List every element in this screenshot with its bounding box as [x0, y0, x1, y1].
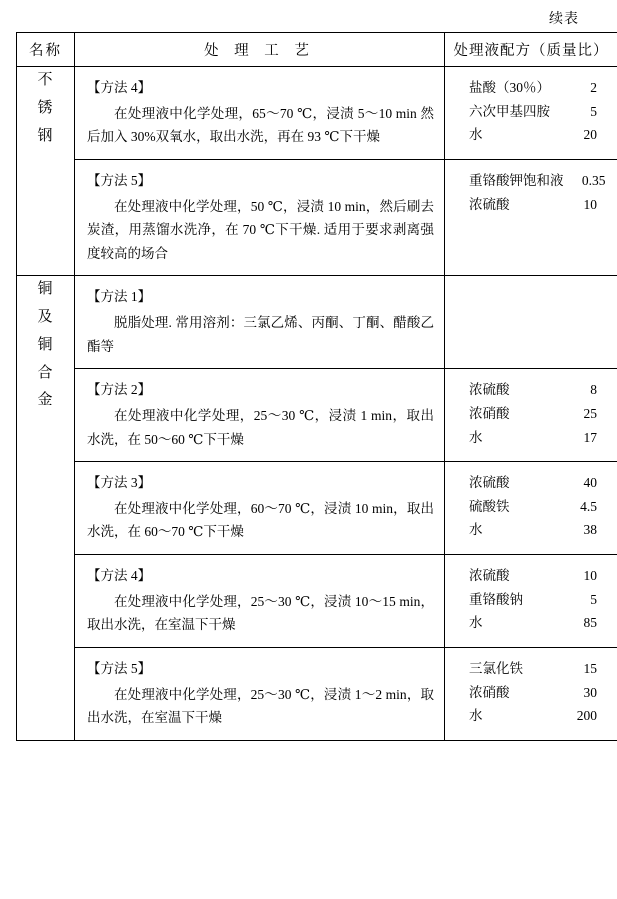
- formula-name: 硫酸铁: [469, 498, 510, 514]
- method-body: 在处理液中化学处理，25～30 ℃，浸渍 10～15 min，取出水洗，在室温下干燥: [87, 593, 434, 633]
- process-table: [16, 32, 617, 741]
- formula-name: 重铬酸钾饱和液: [469, 172, 564, 188]
- formula-value: 5: [590, 103, 597, 119]
- continuation-label: 续表: [549, 12, 579, 27]
- formula-cell: [445, 369, 617, 462]
- formula-cell-empty: [445, 276, 617, 369]
- formula-row: [451, 169, 611, 193]
- formula-row: [451, 704, 611, 728]
- method-label: 【方法 4】: [87, 568, 152, 583]
- formula-row: [451, 471, 611, 495]
- formula-name: 水: [469, 615, 483, 631]
- formula-row: [451, 588, 611, 612]
- formula-name: 水: [469, 708, 483, 724]
- method-body: 在处理液中化学处理，60～70 ℃，浸渍 10 min，取出水洗，在 60～70 ℃下干燥: [87, 500, 434, 540]
- formula-value: 20: [583, 127, 597, 143]
- formula-row: [451, 564, 611, 588]
- method-label: 【方法 5】: [87, 172, 152, 188]
- formula-name: 浓硫酸: [469, 475, 510, 491]
- formula-cell: [445, 555, 617, 648]
- formula-cell: [445, 67, 617, 160]
- formula-name: 浓硫酸: [469, 382, 510, 398]
- formula-cell: [445, 159, 617, 276]
- table-row: [17, 159, 617, 276]
- formula-value: 5: [590, 591, 597, 607]
- method-label: 【方法 2】: [87, 382, 152, 398]
- formula-value: 85: [583, 615, 597, 631]
- formula-row: [451, 100, 611, 124]
- formula-name: 浓硝酸: [469, 405, 510, 421]
- formula-name: 盐酸（30％）: [469, 80, 550, 95]
- table-row: [17, 369, 617, 462]
- method-body: 在处理液中化学处理，50 ℃，浸渍 10 min，然后刷去炭渣，用蒸馏水洗净，在 70 ℃下干燥. 适用于要求剥离强度较高的场合: [87, 198, 434, 261]
- method-label: 【方法 5】: [87, 660, 152, 676]
- formula-value: 0.35: [581, 172, 606, 188]
- formula-row: [451, 611, 611, 635]
- formula-value: 10: [583, 568, 597, 583]
- method-label: 【方法 1】: [87, 289, 152, 305]
- formula-cell: [445, 647, 617, 740]
- process-cell: [75, 555, 445, 648]
- formula-value: 30: [583, 684, 597, 700]
- process-cell: [75, 276, 445, 369]
- formula-name: 浓硫酸: [469, 568, 510, 583]
- header-process: 处 理 工 艺: [75, 33, 445, 67]
- formula-value: 40: [583, 475, 597, 491]
- formula-row: [451, 76, 611, 100]
- formula-row: [451, 657, 611, 681]
- method-label: 【方法 3】: [87, 475, 152, 491]
- formula-row: [451, 193, 611, 217]
- method-label: 【方法 4】: [87, 80, 152, 95]
- method-body: 在处理液中化学处理，25～30 ℃，浸渍 1～2 min，取出水洗，在室温下干燥: [87, 686, 434, 726]
- process-cell: [75, 369, 445, 462]
- table-row: [17, 67, 617, 160]
- formula-name: 三氯化铁: [469, 660, 523, 676]
- table-row: [17, 462, 617, 555]
- formula-value: 15: [583, 660, 597, 676]
- process-cell: [75, 647, 445, 740]
- table-row: [17, 276, 617, 369]
- process-cell: [75, 462, 445, 555]
- formula-row: [451, 681, 611, 705]
- header-formula: 处理液配方（质量比）: [445, 33, 617, 67]
- table-row: [17, 555, 617, 648]
- formula-name: 水: [469, 429, 483, 445]
- formula-row: [451, 495, 611, 519]
- material-copper-alloy: 铜 及 铜 合 金: [17, 276, 75, 740]
- formula-value: 4.5: [580, 498, 597, 514]
- formula-row: [451, 378, 611, 402]
- formula-name: 六次甲基四胺: [469, 103, 550, 119]
- formula-name: 浓硫酸: [469, 196, 510, 212]
- formula-cell: [445, 462, 617, 555]
- header-name: 名称: [17, 33, 75, 67]
- formula-row: [451, 518, 611, 542]
- formula-row: [451, 426, 611, 450]
- formula-name: 水: [469, 127, 483, 143]
- method-body: 在处理液中化学处理，65～70 ℃，浸渍 5～10 min 然后加入 30%双氧水，取出水洗，再在 93 ℃下干燥: [87, 105, 434, 145]
- formula-value: 38: [583, 522, 597, 538]
- formula-value: 17: [583, 429, 597, 445]
- formula-name: 重铬酸钠: [469, 591, 523, 607]
- table-row: [17, 647, 617, 740]
- formula-value: 200: [576, 708, 597, 724]
- formula-value: 8: [590, 382, 597, 398]
- formula-value: 2: [590, 80, 597, 95]
- formula-row: [451, 402, 611, 426]
- process-cell: [75, 159, 445, 276]
- material-stainless-steel: 不 锈 钢: [17, 67, 75, 276]
- method-body: 脱脂处理. 常用溶剂：三氯乙烯、丙酮、丁酮、醋酸乙酯等: [87, 315, 434, 354]
- formula-row: [451, 123, 611, 147]
- process-cell: [75, 67, 445, 160]
- formula-name: 浓硝酸: [469, 684, 510, 700]
- formula-value: 25: [583, 405, 597, 421]
- method-body: 在处理液中化学处理，25～30 ℃，浸渍 1 min，取出水洗，在 50～60 ℃下干燥: [87, 407, 434, 447]
- table-header-row: [17, 33, 617, 67]
- formula-name: 水: [469, 522, 483, 538]
- formula-value: 10: [583, 196, 597, 212]
